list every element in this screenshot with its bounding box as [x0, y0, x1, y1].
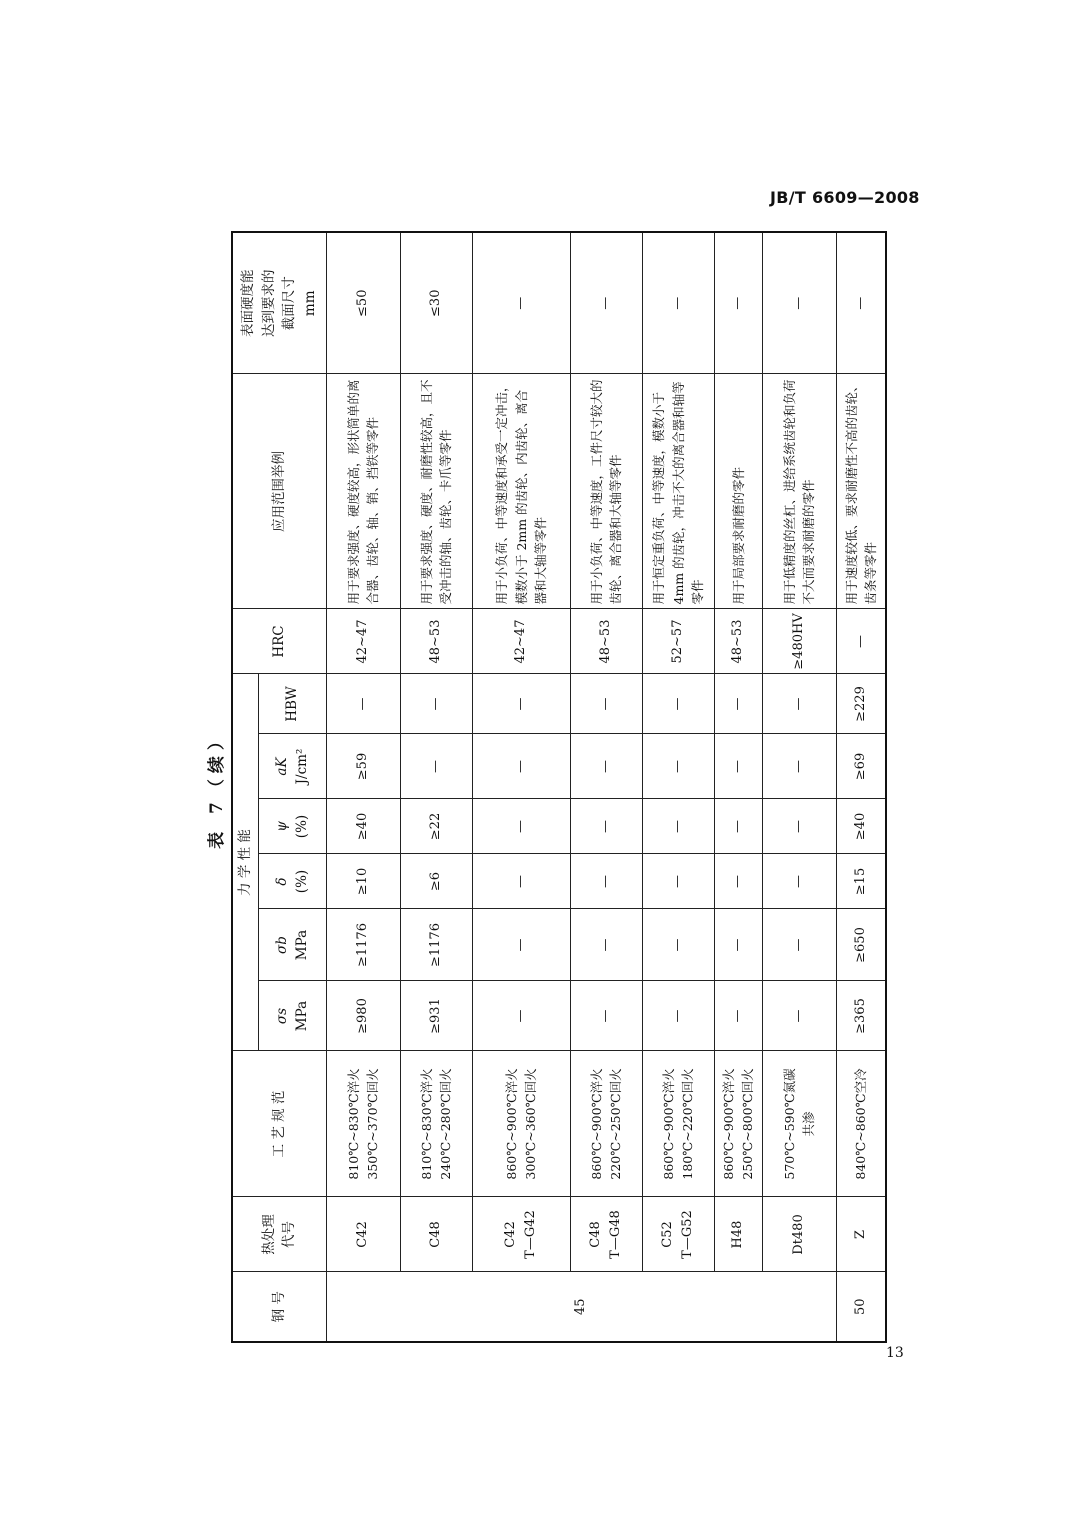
delta-unit: (%)	[294, 869, 311, 894]
delta-cell: —	[570, 854, 642, 909]
header-mech: 力 学 性 能	[232, 674, 258, 1051]
code-line1: C48	[428, 1221, 444, 1248]
table-row	[714, 232, 762, 1342]
process-line1: 570℃~590℃氮碳	[782, 1068, 798, 1180]
sigma-b-cell: —	[642, 909, 714, 981]
psi-cell: —	[714, 799, 762, 854]
header-application: 应用范围举例	[232, 374, 326, 609]
table-row	[472, 232, 570, 1342]
process-line2: 共渗	[801, 1111, 817, 1137]
code-line1: C42	[503, 1221, 519, 1248]
hrc-cell: 52~57	[642, 609, 714, 674]
process-line1: 810℃~830℃淬火	[346, 1068, 362, 1180]
table-row	[642, 232, 714, 1342]
steel-50-cell: 50	[836, 1272, 886, 1342]
ak-cell: —	[714, 734, 762, 799]
psi-cell: —	[762, 799, 836, 854]
ak-symbol: aK	[273, 757, 290, 776]
delta-cell: —	[714, 854, 762, 909]
delta-cell: ≥15	[836, 854, 886, 909]
psi-cell: ≥22	[400, 799, 472, 854]
code-line1: C48	[588, 1221, 604, 1248]
sigma-b-cell: —	[570, 909, 642, 981]
code-cell	[642, 1197, 714, 1272]
sigma-s-unit: MPa	[294, 1000, 311, 1032]
hrc-cell: 48~53	[714, 609, 762, 674]
code-line2: T—G48	[608, 1210, 624, 1259]
sigma-s-cell: ≥980	[326, 981, 400, 1051]
sigma-s-cell: —	[714, 981, 762, 1051]
application-cell: 用于速度较低、要求耐磨性不高的齿轮、齿条等零件	[836, 374, 886, 609]
application-cell: 用于要求强度、硬度较高，形状简单的离合器、齿轮、轴、销、挡铁等零件	[326, 374, 400, 609]
header-code-line1: 热处理	[260, 1214, 277, 1255]
sigma-s-cell: —	[642, 981, 714, 1051]
ak-cell: —	[400, 734, 472, 799]
section-cell: —	[472, 232, 570, 374]
hbw-cell: —	[714, 674, 762, 734]
section-cell: —	[762, 232, 836, 374]
hrc-cell: 48~53	[400, 609, 472, 674]
hbw-cell: —	[326, 674, 400, 734]
header-sigma-s	[258, 981, 326, 1051]
code-cell	[326, 1197, 400, 1272]
table-row	[400, 232, 472, 1342]
section-cell: —	[714, 232, 762, 374]
steel-45-cell: 45	[326, 1272, 836, 1342]
section-cell: —	[836, 232, 886, 374]
process-line1: 860℃~900℃淬火	[721, 1068, 737, 1180]
ak-cell: ≥69	[836, 734, 886, 799]
sigma-b-cell: ≥1176	[326, 909, 400, 981]
section-cell: ≤50	[326, 232, 400, 374]
hbw-cell: —	[762, 674, 836, 734]
sigma-b-cell: ≥650	[836, 909, 886, 981]
psi-cell: —	[570, 799, 642, 854]
code-line1: C42	[355, 1221, 371, 1248]
rotated-table-block	[203, 233, 879, 1343]
header-code-line2: 代号	[281, 1221, 298, 1248]
header-code	[232, 1197, 326, 1272]
hrc-cell: 42~47	[326, 609, 400, 674]
table-row	[570, 232, 642, 1342]
header-section-line4: mm	[302, 290, 319, 317]
code-line2: T—G42	[523, 1210, 539, 1259]
header-steel: 钢 号	[232, 1272, 326, 1342]
process-line2: 180℃~220℃回火	[680, 1068, 696, 1180]
sigma-b-cell: —	[762, 909, 836, 981]
header-section-line2: 达到要求的	[260, 269, 277, 337]
header-psi	[258, 799, 326, 854]
header-delta	[258, 854, 326, 909]
code-cell	[836, 1197, 886, 1272]
process-line2: 240℃~280℃回火	[438, 1068, 454, 1180]
code-cell	[714, 1197, 762, 1272]
application-cell: 用于恒定重负荷、中等速度，模数小于 4mm 的齿轮，冲击不大的离合器和轴等零件	[642, 374, 714, 609]
hbw-cell: —	[472, 674, 570, 734]
code-cell	[570, 1197, 642, 1272]
header-ak	[258, 734, 326, 799]
hbw-cell: —	[642, 674, 714, 734]
hrc-cell: ≥480HV	[762, 609, 836, 674]
hrc-cell: 48~53	[570, 609, 642, 674]
process-cell	[836, 1051, 886, 1197]
delta-cell: —	[762, 854, 836, 909]
table-row	[762, 232, 836, 1342]
process-cell	[714, 1051, 762, 1197]
process-line2: 220℃~250℃回火	[608, 1068, 624, 1180]
sigma-s-cell: ≥931	[400, 981, 472, 1051]
psi-symbol: ψ	[273, 821, 290, 832]
application-cell: 用于局部要求耐磨的零件	[714, 374, 762, 609]
hbw-cell: ≥229	[836, 674, 886, 734]
ak-cell: —	[642, 734, 714, 799]
psi-cell: ≥40	[836, 799, 886, 854]
section-cell: —	[642, 232, 714, 374]
delta-cell: —	[642, 854, 714, 909]
code-line1: C52	[660, 1221, 676, 1248]
code-line1: Dt480	[791, 1214, 807, 1255]
header-hbw: HBW	[258, 674, 326, 734]
application-cell: 用于小负荷、中等速度，工件尺寸较大的齿轮、离合器和大轴等零件	[570, 374, 642, 609]
sigma-s-cell: —	[762, 981, 836, 1051]
table-row	[836, 232, 886, 1342]
sigma-b-cell: ≥1176	[400, 909, 472, 981]
process-line2: 350℃~370℃回火	[365, 1068, 381, 1180]
header-section-line1: 表面硬度能	[239, 269, 256, 337]
standard-number: JB/T 6609—2008	[770, 188, 920, 207]
sigma-s-symbol: σs	[273, 1007, 290, 1025]
ak-cell: ≥59	[326, 734, 400, 799]
header-sigma-b	[258, 909, 326, 981]
section-cell: ≤30	[400, 232, 472, 374]
sigma-b-symbol: σb	[273, 936, 290, 954]
sigma-b-cell: —	[472, 909, 570, 981]
process-cell	[762, 1051, 836, 1197]
psi-cell: ≥40	[326, 799, 400, 854]
process-cell	[400, 1051, 472, 1197]
process-line2: 250℃~800℃回火	[740, 1068, 756, 1180]
sigma-b-cell: —	[714, 909, 762, 981]
header-section-line3: 截面尺寸	[281, 276, 298, 331]
delta-cell: —	[472, 854, 570, 909]
table-row	[326, 232, 400, 1342]
delta-cell: ≥6	[400, 854, 472, 909]
header-process: 工 艺 规 范	[232, 1051, 326, 1197]
psi-cell: —	[472, 799, 570, 854]
sigma-s-cell: —	[570, 981, 642, 1051]
hbw-cell: —	[400, 674, 472, 734]
process-cell	[642, 1051, 714, 1197]
application-cell: 用于要求强度、硬度、耐磨性较高，且不受冲击的轴、齿轮、卡爪等零件	[400, 374, 472, 609]
sigma-b-unit: MPa	[294, 929, 311, 961]
psi-unit: (%)	[294, 814, 311, 839]
process-line1: 810℃~830℃淬火	[419, 1068, 435, 1180]
delta-cell: ≥10	[326, 854, 400, 909]
hbw-cell: —	[570, 674, 642, 734]
ak-cell: —	[570, 734, 642, 799]
code-cell	[400, 1197, 472, 1272]
psi-cell: —	[642, 799, 714, 854]
process-line1: 840℃~860℃空冷	[853, 1068, 869, 1180]
code-line1: H48	[730, 1220, 746, 1249]
sigma-s-cell: —	[472, 981, 570, 1051]
header-section	[232, 232, 326, 374]
ak-unit: J/cm²	[294, 748, 311, 785]
process-line1: 860℃~900℃淬火	[504, 1068, 520, 1180]
code-cell	[762, 1197, 836, 1272]
process-line1: 860℃~900℃淬火	[589, 1068, 605, 1180]
code-line2: T—G52	[680, 1210, 696, 1259]
process-cell	[326, 1051, 400, 1197]
process-cell	[570, 1051, 642, 1197]
ak-cell: —	[472, 734, 570, 799]
application-cell: 用于低精度的丝杠、进给系统齿轮和负荷不大而要求耐磨的零件	[762, 374, 836, 609]
process-line2: 300℃~360℃回火	[523, 1068, 539, 1180]
delta-symbol: δ	[273, 877, 290, 886]
hrc-cell: —	[836, 609, 886, 674]
process-line1: 860℃~900℃淬火	[661, 1068, 677, 1180]
sigma-s-cell: ≥365	[836, 981, 886, 1051]
code-line1: Z	[853, 1229, 869, 1240]
page-number: 13	[886, 1345, 904, 1361]
code-cell	[472, 1197, 570, 1272]
process-cell	[472, 1051, 570, 1197]
section-cell: —	[570, 232, 642, 374]
table-title: 表 7（续）	[207, 727, 227, 849]
application-cell: 用于小负荷、中等速度和承受一定冲击，模数小于 2mm 的齿轮、内齿轮、离合器和大轴等零件	[472, 374, 570, 609]
hrc-cell: 42~47	[472, 609, 570, 674]
header-hrc: HRC	[232, 609, 326, 674]
ak-cell: —	[762, 734, 836, 799]
heat-treatment-table	[231, 231, 887, 1343]
